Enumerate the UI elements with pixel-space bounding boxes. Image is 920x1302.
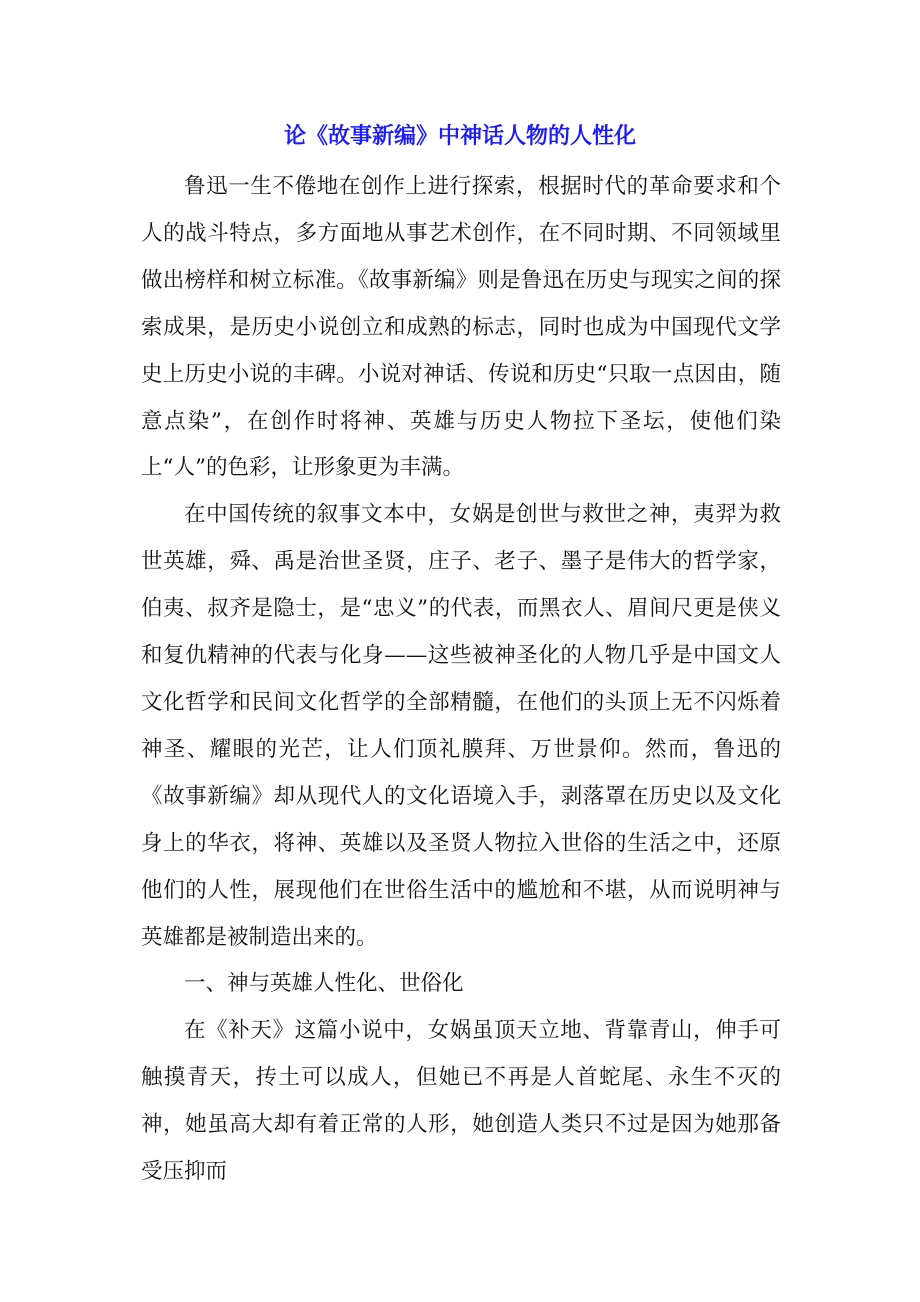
document-body [141,164,781,1196]
section-paragraph-1: 在《补天》这篇小说中，女娲虽顶天立地、背靠青山，伸手可触摸青天，抟土可以成人，但她已不再是人首蛇尾、永生不灭的神，她虽高大却有着正常的人形，她创造人类只不过是因为她那备受压抑而 [141,1018,781,1185]
body-paragraph-1: 鲁迅一生不倦地在创作上进行探索，根据时代的革命要求和个人的战斗特点，多方面地从事艺术创作，在不同时期、不同领域里做出榜样和树立标准。《故事新编》则是鲁迅在历史与现实之间的探索成果，是历史小说创立和成熟的标志，同时也成为中国现代文学史上历史小说的丰碑。小说对神话、传说和历史“只取一点因由，随意点染”，在创作时将神、英雄与历史人物拉下圣坛，使他们染上“人”的色彩，让形象更为丰满。 [141,174,781,481]
body-paragraph-2: 在中国传统的叙事文本中，女娲是创世与救世之神，夷羿为救世英雄，舜、禹是治世圣贤，庄子、老子、墨子是伟大的哲学家，伯夷、叔齐是隐士，是“忠义”的代表，而黑衣人、眉间尺更是侠义和复仇精神的代表与化身——这些被神圣化的人物几乎是中国文人文化哲学和民间文化哲学的全部精髓，在他们的头顶上无不闪烁着神圣、耀眼的光芒，让人们顶礼膜拜、万世景仰。然而，鲁迅的《故事新编》却从现代人的文化语境入手，剥落罩在历史以及文化身上的华衣，将神、英雄以及圣贤人物拉入世俗的生活之中，还原他们的人性，展现他们在世俗生活中的尴尬和不堪，从而说明神与英雄都是被制造出来的。 [141,502,781,950]
section-heading: 一、神与英雄人性化、世俗化 [184,971,464,997]
document-title: 论《故事新编》中神话人物的人性化 [283,123,636,149]
